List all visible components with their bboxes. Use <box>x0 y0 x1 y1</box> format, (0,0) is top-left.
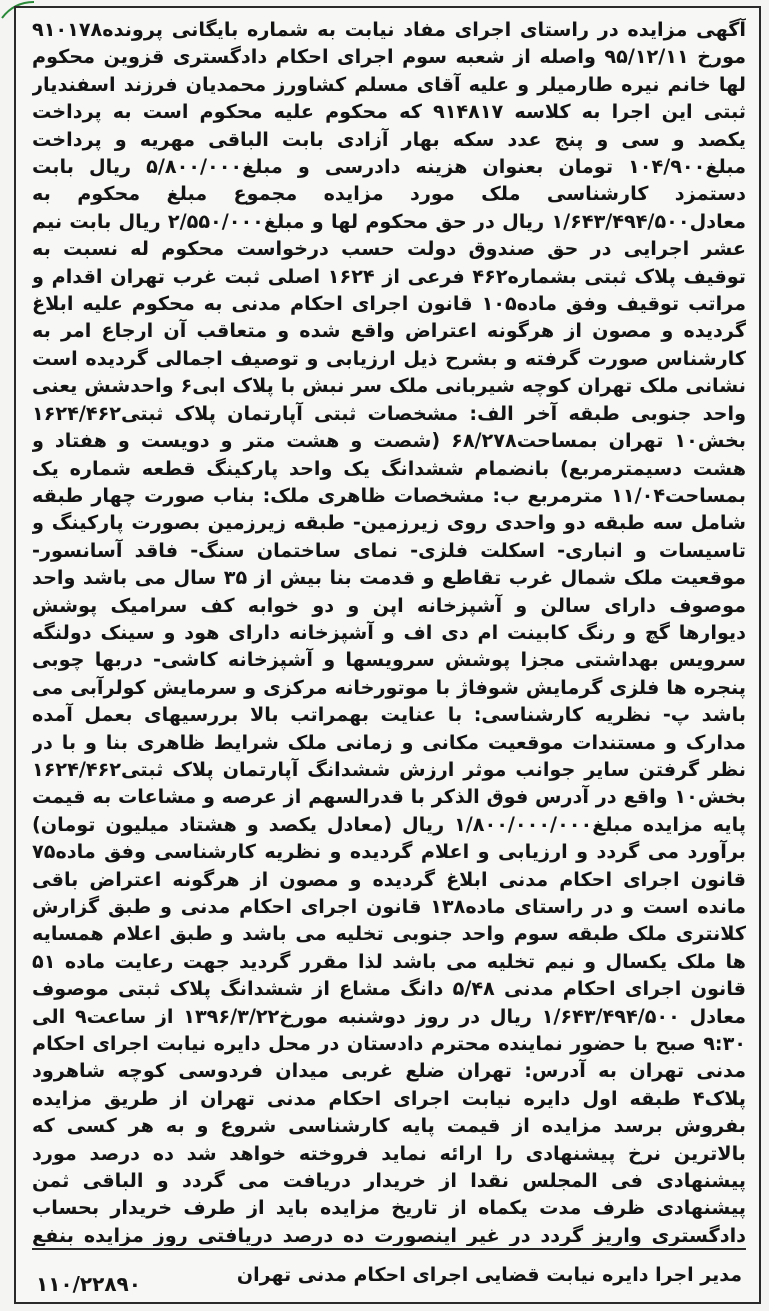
auction-notice-text: آگهی مزایده در راستای اجرای مفاد نیابت به شماره بایگانی پرونده۹۱۰۱۷۸ مورخ ۹۵/۱۲/۱۱ واصله از شعبه سوم اجرای احکام دادگستری قزوین محکوم لها خانم نیره طارمیلر و علیه آقای مسلم کشاورز محمدیان فرزند اسفندیار ثبتی این اجرا به کلاسه ۹۱۴۸۱۷ که محکوم علیه محکوم است به پرداخت یکصد و سی و پنج عدد سکه بهار آزادی بابت الباقی مهریه و پرداخت مبلغ۱۰۴/۹۰۰ تومان بعنوان هزینه دادرسی و مبلغ۵/۸۰۰/۰۰۰ ریال بابت دستمزد کارشناسی ملک مورد مزایده مجموع مبلغ محکوم به معادل۱/۶۴۳/۴۹۴/۵۰۰ ریال در حق محکوم لها و مبلغ۲/۵۵۰/۰۰۰ ریال بابت نیم عشر اجرایی در حق صندوق دولت حسب درخواست محکوم له نسبت به توقیف پلاک ثبتی بشماره۴۶۲ فرعی از ۱۶۲۴ اصلی ثبت غرب تهران اقدام و مراتب توقیف وفق ماده۱۰۵ قانون اجرای احکام مدنی به محکوم علیه ابلاغ گردیده و مصون از هرگونه اعتراض واقع شده و متعاقب آن ارجاع امر به کارشناس صورت گرفته و بشرح ذیل ارزیابی و توصیف اجمالی گردیده است نشانی ملک تهران کوچه شیربانی ملک سر نبش با پلاک ابی۶ واحدشش یعنی واحد جنوبی طبقه آخر الف: مشخصات ثبتی آپارتمان پلاک ثبتی۱۶۲۴/۴۶۲ بخش۱۰ تهران بمساحت۶۸/۲۷۸ (شصت و هشت متر و دویست و هفتاد و هشت دسیمترمربع) بانضمام ششدانگ یک واحد پارکینگ قطعه شماره یک بمساحت۱۱/۰۴ مترمربع ب: مشخصات ظاهری ملک: بناب صورت چهار طبقه شامل سه طبقه دو واحدی روی زیرزمین- طبقه زیرزمین بصورت پارکینگ و تاسیسات و انباری- اسکلت فلزی- نمای ساختمان سنگ- فاقد آسانسور- موقعیت ملک شمال غرب تقاطع و قدمت بنا بیش از ۳۵ سال می باشد واحد موصوف دارای سالن و آشپزخانه اپن و دو خوابه کف سرامیک پوشش دیوارها گچ و رنگ کابینت ام دی اف و آشپزخانه دارای هود و سینک دولنگه سرویس بهداشتی مجزا پوشش سرویسها و آشپزخانه کاشی- دربها چوبی پنجره ها فلزی گرمایش شوفاژ با موتورخانه مرکزی و سرمایش کولرآبی می باشد پ- نظریه کارشناسی: با عنایت بهمراتب بالا بررسیهای بعمل آمده مدارک و مستندات موقعیت مکانی و زمانی ملک شرایط ظاهری بنا و با در نظر گرفتن سایر جوانب موثر ارزش ششدانگ آپارتمان پلاک ثبتی۱۶۲۴/۴۶۲ بخش۱۰ واقع در آدرس فوق الذکر با قدرالسهم از عرصه و مشاعات به قیمت پایه مزایده مبلغ۱/۸۰۰/۰۰۰/۰۰۰ ریال (معادل یکصد و هشتاد میلیون تومان) برآورد می گردد و ارزیابی و اعلام گردیده و نظریه کارشناسی وفق ماده۷۵ قانون اجرای احکام مدنی ابلاغ گردیده و مصون از هرگونه اعتراض باقی مانده است و در راستای ماده۱۳۸ قانون اجرای احکام مدنی و طبق گزارش کلانتری ملک طبقه سوم واحد جنوبی تخلیه می باشد و طبق اعلام همسایه ها ملک یکسال و نیم تخلیه می باشد لذا مقرر گردید جهت رعایت ماده ۵۱ قانون اجرای احکام مدنی ۵/۴۸ دانگ مشاع از ششدانگ پلاک ثبتی موصوف معادل ۱/۶۴۳/۴۹۴/۵۰۰ ریال در روز دوشنبه مورخ۱۳۹۶/۳/۲۲ از ساعت۹ الی ۹:۳۰ صبح با حضور نماینده محترم دادستان در محل دایره نیابت اجرای احکام مدنی تهران به آدرس: تهران ضلع غربی میدان فردوسی کوچه شاهرود پلاک۴ طبقه اول دایره نیابت اجرای احکام مدنی تهران از طریق مزایده بفروش برسد مزایده از قیمت پایه کارشناسی شروع و به هر کسی که بالاترین نرخ پیشنهادی را ارائه نماید فروخته خواهد شد ده درصد مورد پیشنهادی فی المجلس نقدا از خریدار دریافت می گردد و الباقی ثمن پیشنهادی ظرف مدت یکماه از تاریخ مزایده باید از طرف خریدار بحساب دادگستری واریز گردد در غیر اینصورت ده درصد دریافتی روز مزایده بنفع <box>32 18 746 1246</box>
newspaper-clipping <box>14 6 761 1304</box>
notice-footer <box>32 1260 746 1300</box>
footer-divider <box>32 1248 746 1250</box>
reference-code: ۱۱۰/۲۲۸۹۰ <box>36 1272 141 1296</box>
issuer-signature: مدیر اجرا دایره نیابت قضایی اجرای احکام مدنی تهران <box>236 1264 742 1286</box>
